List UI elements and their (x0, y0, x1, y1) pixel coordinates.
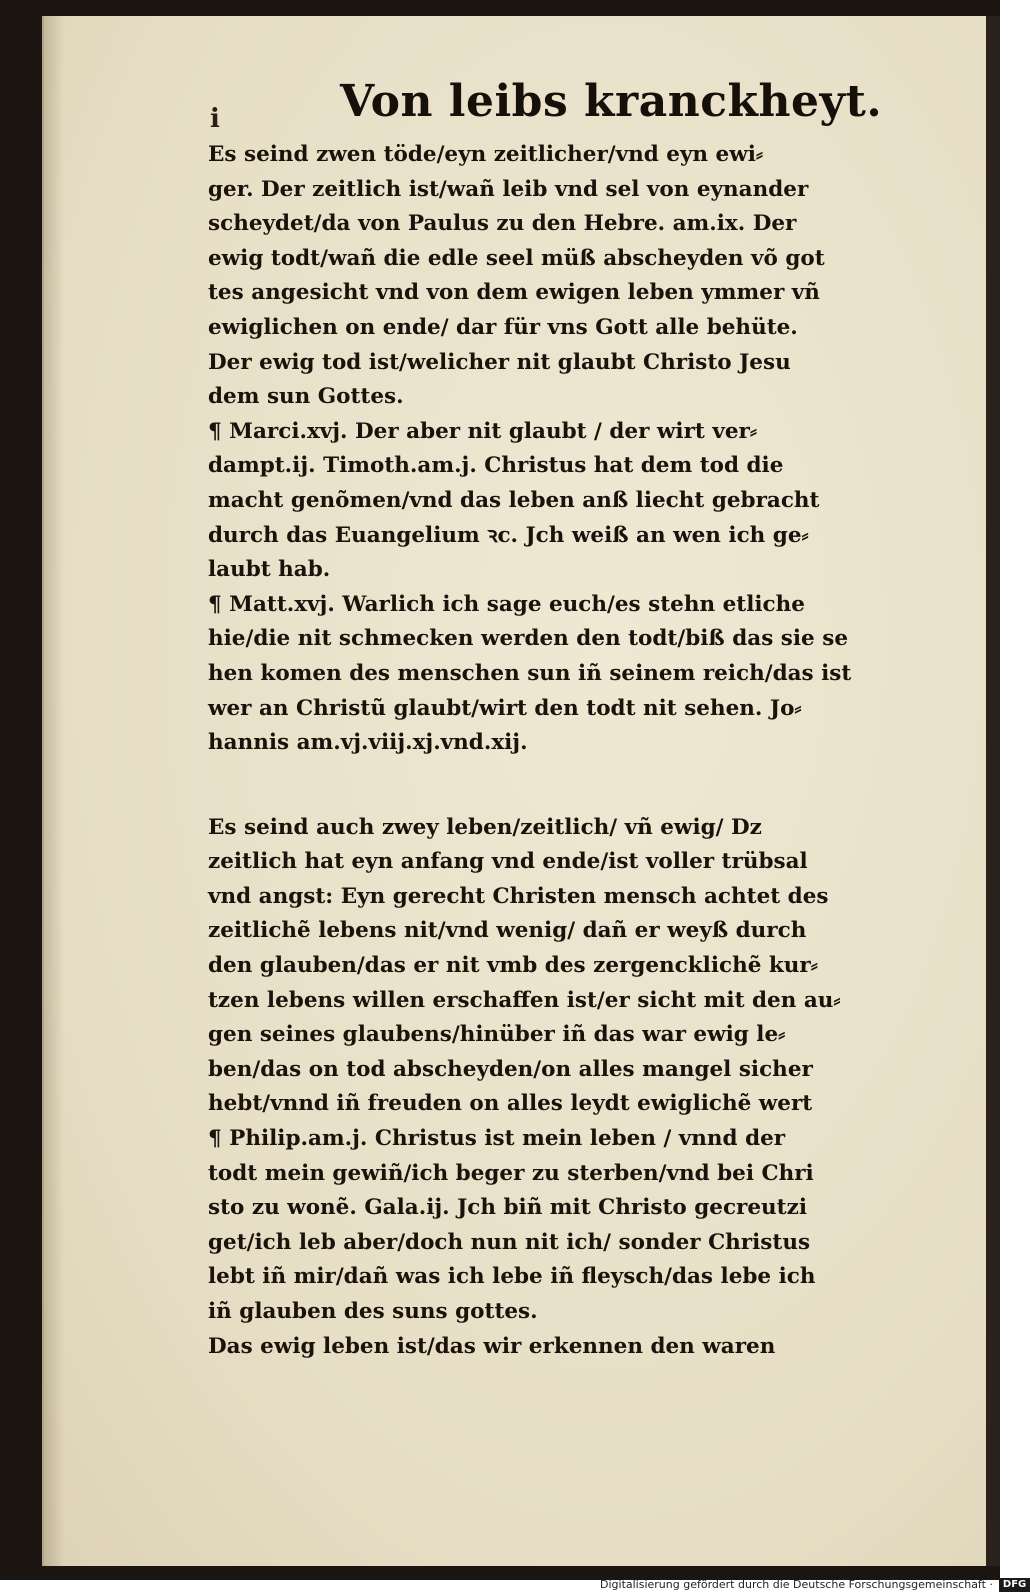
text-line: todt mein gewiñ/ich beger zu sterben/vnd bei Chri (208, 1160, 814, 1186)
running-header: Von leibs kranckheyt. (340, 76, 883, 127)
body-text (208, 138, 940, 1364)
text-line: Der ewig tod ist/welicher nit glaubt Christo Jesu (208, 349, 791, 375)
paragraph (208, 588, 940, 761)
paragraph (208, 415, 940, 588)
page-edge (986, 16, 1000, 1566)
text-line: macht genõmen/vnd das leben anß liecht gebracht (208, 487, 820, 513)
text-line: vnd angst: Eyn gerecht Christen mensch achtet des (208, 883, 829, 909)
text-line: durch das Euangelium ꝛc. Jch weiß an wen ich ge⸗ (208, 522, 809, 548)
funding-footer (600, 1576, 1027, 1594)
page-gutter-shadow (42, 16, 64, 1566)
text-line: ¶ Matt.xvj. Warlich ich sage euch/es stehn etliche (208, 591, 805, 617)
page-marker: i (210, 104, 220, 134)
text-line: dem sun Gottes. (208, 384, 404, 410)
text-line: ewig todt/wañ die edle seel müß abscheyden võ got (208, 245, 825, 271)
text-line: ewiglichen on ende/ dar für vns Gott alle behüte. (208, 314, 798, 340)
text-line: gen seines glaubens/hinüber iñ das war ewig le⸗ (208, 1022, 786, 1048)
text-line: hen komen des menschen sun iñ seinem reich/das ist (208, 660, 852, 686)
dfg-logo: DFG (999, 1578, 1030, 1592)
paragraph (208, 1330, 940, 1365)
text-line: hie/die nit schmecken werden den todt/biß das sie se (208, 626, 849, 652)
paragraph-gap (208, 761, 940, 811)
text-line: Es seind zwen töde/eyn zeitlicher/vnd eyn ewi⸗ (208, 142, 764, 167)
text-line: iñ glauben des suns gottes. (208, 1299, 538, 1324)
text-line: Das ewig leben ist/das wir erkennen den waren (208, 1333, 776, 1359)
text-line: tes angesicht vnd von dem ewigen leben ymmer vñ (208, 280, 820, 306)
text-line: get/ich leb aber/doch nun nit ich/ sonder Christus (208, 1229, 811, 1255)
text-line: ben/das on tod abscheyden/on alles mangel sicher (208, 1056, 813, 1082)
paragraph (208, 138, 940, 415)
text-line: zeitlichẽ lebens nit/vnd wenig/ dañ er weyß durch (208, 918, 807, 944)
text-line: scheydet/da von Paulus zu den Hebre. am.ix. Der (208, 211, 797, 237)
text-line: ger. Der zeitlich ist/wañ leib vnd sel von eynander (208, 176, 809, 202)
text-line: ¶ Marci.xvj. Der aber nit glaubt / der wirt ver⸗ (208, 418, 757, 444)
paragraph (208, 811, 940, 1330)
footer-text: Digitalisierung gefördert durch die Deutsche Forschungsgemeinschaft · (600, 1578, 993, 1591)
text-line: wer an Christũ glaubt/wirt den todt nit sehen. Jo⸗ (208, 695, 802, 721)
text-line: hannis am.vj.viij.xj.vnd.xij. (208, 730, 528, 756)
text-line: dampt.ij. Timoth.am.j. Christus hat dem tod die (208, 453, 784, 479)
text-line: zeitlich hat eyn anfang vnd ende/ist voller trübsal (208, 849, 808, 875)
text-line: laubt hab. (208, 557, 331, 583)
text-line: tzen lebens willen erschaffen ist/er sicht mit den au⸗ (208, 987, 841, 1013)
text-line: ¶ Philip.am.j. Christus ist mein leben / vnnd der (208, 1126, 786, 1152)
text-line: lebt iñ mir/dañ was ich lebe iñ fleysch/das lebe ich (208, 1264, 816, 1290)
text-line: den glauben/das er nit vmb des zergencklichẽ kur⸗ (208, 953, 818, 979)
text-line: Es seind auch zwey leben/zeitlich/ vñ ewig/ Dz (208, 814, 762, 840)
text-line: sto zu wonẽ. Gala.ij. Jch biñ mit Christo gecreutzi (208, 1195, 807, 1221)
text-line: hebt/vnnd iñ freuden on alles leydt ewiglichẽ wert (208, 1091, 813, 1117)
